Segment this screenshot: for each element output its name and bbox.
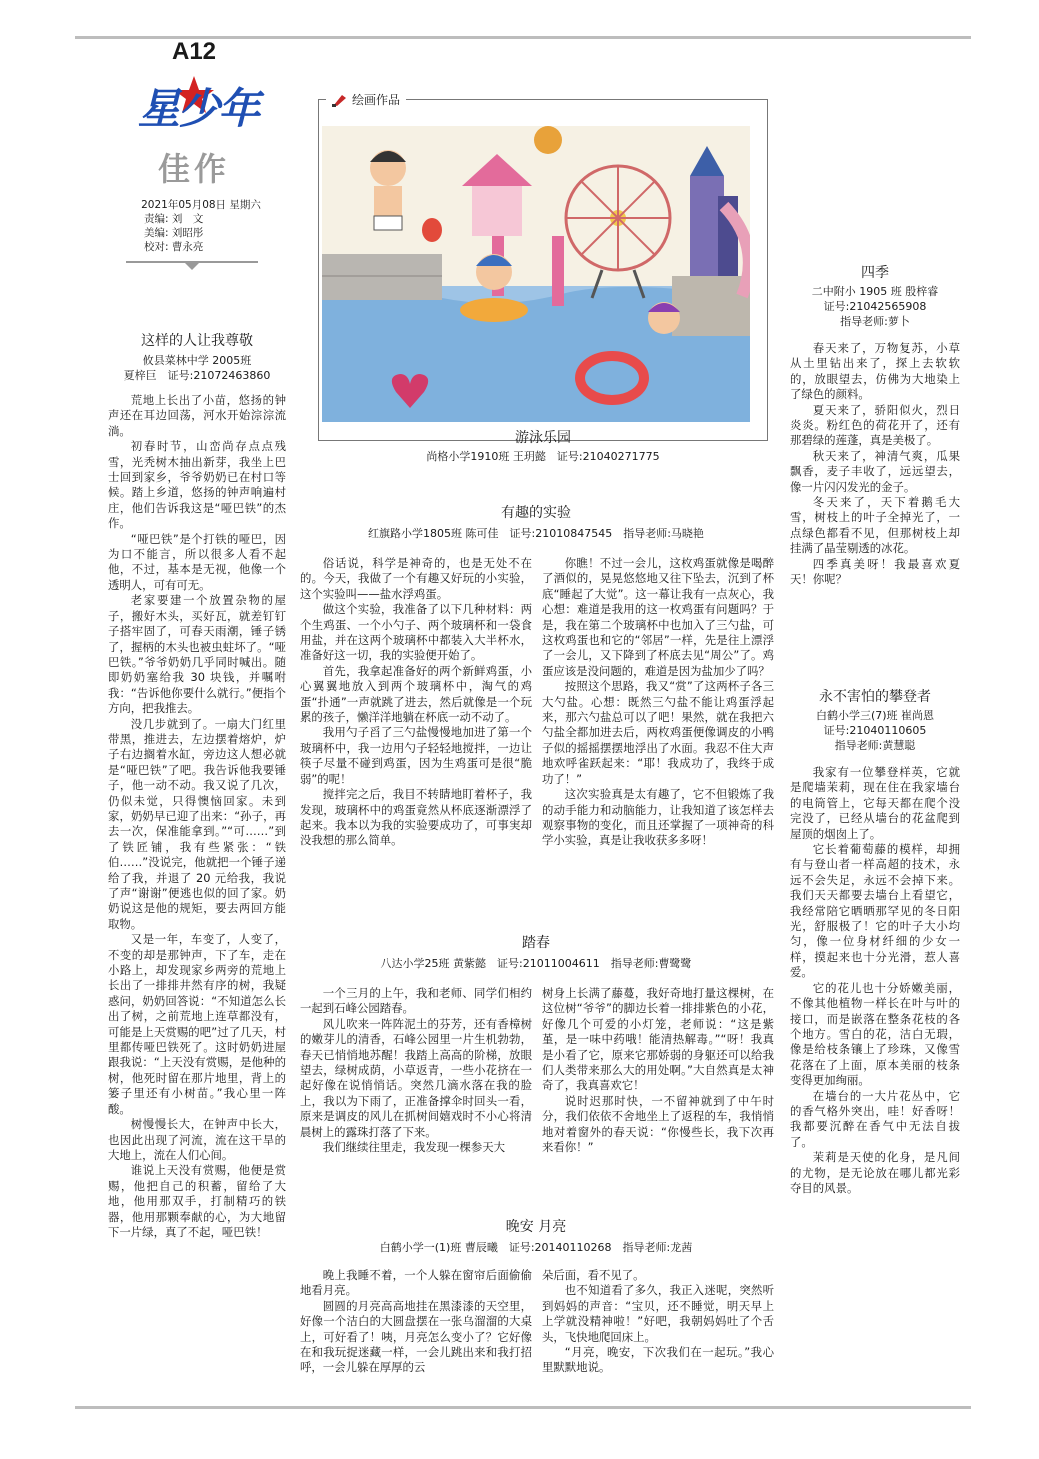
paragraph: 一个三月的上午，我和老师、同学们相约一起到石峰公园踏春。 [300, 986, 532, 1016]
credit-proofreader: 校对: 曹永亮 [144, 241, 204, 253]
paragraph: 说时迟那时快，一不留神就到了中午时分，我们依依不舍地坐上了返程的车，我悄悄地对着窗外的春天说：“你慢些长，我下次再来看你！” [542, 1093, 774, 1155]
article-climber-id: 证号:21040110605 [823, 724, 927, 737]
painting-byline: 尚格小学1910班 王玥懿 证号:21040271775 [426, 450, 660, 463]
bottom-rule [75, 1406, 971, 1409]
paragraph: 老家要建一个放置杂物的屋子，搬好木头，买好瓦，就差钉钉子搭牢固了，可春天雨潮，锤子锈了，握柄的木头也被虫蛀坏了。“哑巴铁。”爷爷奶奶几乎同时喊出。随即奶奶塞给我 30 块钱，并嘱咐我：“告诉他你要什么就行。”便指个方向，把我推去。 [108, 593, 286, 716]
article-respect-school: 攸县菜林中学 2005班 [142, 354, 252, 367]
paragraph: 春天来了，万物复苏，小草从土里钻出来了，探上去软软的，放眼望去，仿佛为大地染上了绿色的颜料。 [790, 341, 960, 402]
paragraph: 树慢慢长大，在钟声中长大，也因此出现了河流，流在这干旱的大地上，流在人们心间。 [108, 1117, 286, 1162]
paragraph: 做这个实验，我准备了以下几种材料：两个生鸡蛋、一个小勺子、两个玻璃杯和一袋食用盐，并在这两个玻璃杯中都装入大半杯水，准备好这一切，我的实验便开始了。 [300, 602, 532, 663]
paragraph: 朵后面，看不见了。 [542, 1268, 645, 1282]
article-respect [108, 330, 286, 1240]
article-goodnight-moon [296, 1216, 776, 1255]
painting-caption [318, 427, 768, 464]
paragraph: 谁说上天没有赏赐，他便是赏赐，他把自己的积蓄，留给了大地，他用那双手，打制精巧的铁器，他用那颗奉献的心，为大地留下一片绿，真了不起，哑巴铁！ [108, 1163, 286, 1239]
painting-title: 游泳乐园 [515, 430, 571, 446]
credit-designer: 美编: 刘昭彤 [144, 227, 204, 239]
paragraph: 风儿吹来一阵阵泥土的芬芳，还有香樟树的嫩芽儿的清香，石峰公园里一片生机勃勃，春天已悄悄地苏醒！我踏上高高的阶梯，放眼望去，绿树成荫，小草返青，一些小花挤在一起好像在说悄悄话。突然几滴水落在我的脸上，我以为下雨了，正准备撑伞时回头一看，原来是调皮的风儿在抓树间嬉戏时不小心将清晨树上的露珠打落了下来。 [300, 1016, 532, 1139]
paragraph: 又是一年，车变了，人变了，不变的却是那钟声，下了车，走在小路上，却发现家乡两旁的荒地上长出了一排排井然有序的树，我疑惑问，奶奶回答说：“不知道怎么长出了树，之前荒地上连草都没有，可能是上天赏赐的吧”过了几天，村里都传哑巴铁死了。这时奶奶进屋跟我说：“上天没有赏赐，是他种的树，他死时留在那片地里，背上的篓子里还有小树苗。”我心里一阵酸。 [108, 932, 286, 1116]
section-title: 佳作 [158, 150, 231, 188]
paragraph: 俗话说，科学是神奇的，也是无处不在的。今天，我做了一个有趣又好玩的小实验，这个实验叫——盐水浮鸡蛋。 [300, 556, 532, 601]
article-four-seasons-body [790, 341, 960, 588]
paragraph: 也不知道看了多久，我正入迷呢，突然听到妈妈的声音：“宝贝，还不睡觉，明天早上上学就没精神啦！”好吧，我朝妈妈吐了个舌头，飞快地爬回床上。 [542, 1283, 774, 1344]
paragraph: 我用勺子舀了三勺盐慢慢地加进了第一个玻璃杯中，我一边用勺子轻轻地搅拌，一边让筷子尽量不碰到鸡蛋，因为生鸡蛋可是很“脆弱”的呢！ [300, 725, 532, 786]
article-goodnight-moon-col1 [300, 1268, 532, 1376]
article-climber-title: 永不害怕的攀登者 [819, 689, 931, 705]
paragraph: 冬天来了，天下着鹅毛大雪，树枝上的叶子全掉光了，一点绿色都看不见，但那树枝上却挂满了晶莹剔透的冰花。 [790, 495, 960, 556]
paragraph: 树身上长满了藤蔓，我好奇地打量这棵树，在这位树“爷爷”的脚边长着一排排紫色的小花，好像几个可爱的小灯笼，老师说：“这是紫堇，是一味中药哦！能清热解毒。”“呀！我真是小看了它，原来它那娇弱的身躯还可以给我们人类带来那么大的用处啊。”大自然真是太神奇了，我真喜欢它！ [542, 986, 774, 1093]
article-spring-outing-col2 [542, 986, 774, 1155]
paragraph: 圆圆的月亮高高地挂在黑漆漆的天空里，好像一个洁白的大圆盘摆在一张乌溜溜的大桌上，可好看了！咦，月亮怎么变小了？它好像在和我玩捉迷藏一样，一会儿跳出来和我打招呼，一会儿躲在厚厚的云 [300, 1298, 532, 1375]
page-number: A12 [172, 38, 217, 65]
paragraph: 首先，我拿起准备好的两个新鲜鸡蛋，小心翼翼地放入到两个玻璃杯中，淘气的鸡蛋“扑通”一声就跳了进去，然后就像是一个玩累的孩子，懒洋洋地躺在杯底一动不动了。 [300, 663, 532, 725]
article-respect-body [108, 393, 286, 1240]
article-experiment-byline: 红旗路小学1805班 陈可佳 证号:21010847545 指导老师:马晓艳 [368, 527, 704, 540]
article-respect-title: 这样的人让我尊敬 [141, 333, 253, 349]
credit-editor: 责编: 刘 文 [144, 213, 204, 225]
article-spring-outing-col1 [300, 986, 532, 1155]
article-four-seasons-teacher: 指导老师:萝卜 [840, 315, 910, 328]
brand-title: 星少年 [138, 84, 259, 133]
paragraph: 初春时节，山峦尚存点点残雪，光秃树木抽出新芽，我坐上巴士回到家乡，爷爷奶奶已在村口等候。踏上乡道，悠扬的钟声响遍村庄，他们告诉我这是“哑巴铁”的杰作。 [108, 439, 286, 531]
paragraph: 你瞧！不过一会儿，这枚鸡蛋就像是喝醉了酒似的，晃晃悠悠地又往下坠去，沉到了杯底“睡起了大觉”。这一幕让我有一点灰心，我心想：难道是我用的这一枚鸡蛋有问题吗？于是，我在第二个玻璃杯中也加入了三勺盐，可这枚鸡蛋也和它的“邻居”一样，先是往上漂浮了一会儿，又下降到了杯底去见“周公”了。鸡蛋应该是没问题的，难道是因为盐加少了吗？ [542, 556, 774, 678]
paragraph: 这次实验真是太有趣了，它不但锻炼了我的动手能力和动脑能力，让我知道了该怎样去观察事物的变化，而且还掌握了一项神奇的科学小实验，真是让我收获多多呀！ [542, 787, 774, 848]
paragraph: “哑巴铁”是个打铁的哑巴，因为口不能言，所以很多人看不起他，不过，基本是无视，他像一个透明人，可有可无。 [108, 531, 286, 592]
paragraph: 没几步就到了。一扇大门红里带黑，推进去，左边摆着熔炉，炉子右边搁着水缸，旁边这人想必就是“哑巴铁”了吧。我告诉他我要锤子，他一动不动。我又说了几次，仍似未觉，只得懊恼回家。未到家，奶奶早已迎了出来：“孙子，再去一次，保准能拿到。”“可……”到了铁匠铺，我有些紧张：“铁伯……”没说完，他就把一个锤子递给了我，并退了 20 元给我，我说了声“谢谢”便逃也似的回了家。奶奶说这是他的规矩，要去两回方能取物。 [108, 716, 286, 931]
article-experiment [296, 502, 776, 541]
article-experiment-col2 [542, 556, 774, 849]
article-climber-teacher: 指导老师:黄慧聪 [834, 739, 916, 752]
article-goodnight-moon-byline: 白鹤小学一(1)班 曹辰曦 证号:20140110268 指导老师:龙茜 [379, 1241, 693, 1254]
paragraph: 我们继续往里走，我发现一棵参天大 [322, 1140, 506, 1155]
masthead-info [126, 198, 276, 254]
paragraph: 它长着葡萄藤的模样，却拥有与登山者一样高超的技术，永远不会失足，永远不会掉下来。我们天天都要去墙台上看望它，我经常陪它晒晒那罕见的冬日阳光，舒服极了！它的叶子大小均匀，像一位身材纤细的少女一样，摸起来也十分光滑，惹人喜爱。 [790, 842, 960, 980]
article-climber [790, 686, 960, 1196]
brush-icon [332, 93, 348, 107]
article-spring-outing-title: 踏春 [522, 935, 550, 951]
swimming-park-drawing [322, 126, 750, 422]
painting-image [322, 126, 750, 422]
paragraph: 搅拌完之后，我目不转睛地盯着杯子，我发现，玻璃杯中的鸡蛋竟然从杯底逐渐漂浮了起来。我本以为我的实验要成功了，可事実却没我想的那么简单。 [300, 787, 532, 848]
paragraph: 茉莉是天使的化身，是凡间的尤物，是无论放在哪儿都光彩夺目的风景。 [790, 1150, 960, 1195]
paragraph: 荒地上长出了小苗，悠扬的钟声还在耳边回荡，河水开始淙淙流淌。 [108, 393, 286, 438]
article-four-seasons [790, 262, 960, 588]
article-four-seasons-school: 二中附小 1905 班 殷梓睿 [811, 285, 939, 298]
paragraph: 秋天来了，神清气爽，瓜果飘香，麦子丰收了，远远望去，像一片闪闪发光的金子。 [790, 448, 960, 494]
article-respect-author: 夏梓巨 证号:21072463860 [123, 369, 271, 382]
painting-tag-label: 绘画作品 [352, 93, 401, 107]
masthead-pointer-icon [184, 262, 200, 271]
paragraph: 按照这个思路，我又“赏”了这两杯子各三大勺盐。心想：既然三勺盐不能让鸡蛋浮起来，那六勺盐总可以了吧！果然，就在我把六勺盐全都加进去后，两枚鸡蛋便像调皮的小鸭子似的摇摇摆摆地浮出了水面。我忍不住大声地欢呼雀跃起来：“耶！我成功了，我终于成功了！” [542, 679, 774, 786]
article-goodnight-moon-title: 晚安 月亮 [505, 1219, 567, 1235]
paragraph: 晚上我睡不着，一个人躲在窗帘后面偷偷地看月亮。 [300, 1268, 532, 1298]
article-spring-outing [296, 932, 776, 971]
issue-date: 2021年05月08日 星期六 [141, 199, 261, 211]
paragraph: 在墙台的一大片花丛中，它的香气格外突出，哇！好香呀！我都要沉醉在香气中无法自拔了。 [790, 1088, 960, 1149]
paragraph: 四季真美呀！我最喜欢夏天！你呢？ [790, 556, 960, 587]
paragraph: 夏天来了，骄阳似火，烈日炎炎。粉红色的荷花开了，还有那碧绿的莲蓬，真是美极了。 [790, 402, 960, 448]
article-four-seasons-title: 四季 [861, 265, 889, 281]
painting-tag [326, 91, 406, 108]
article-climber-school: 白鹤小学三(7)班 崔尚恩 [815, 709, 935, 722]
paragraph: 它的花儿也十分娇嫩美丽，不像其他植物一样长在叶与叶的接口，而是嵌落在整条花枝的各个地方。雪白的花，洁白无瑕，像是给枝条镶上了珍珠，又像雪花落在了上面，原本美丽的枝条变得更加绚丽。 [790, 980, 960, 1088]
brand-logo [138, 70, 268, 142]
article-experiment-title: 有趣的实验 [501, 505, 571, 521]
article-experiment-col1 [300, 556, 532, 849]
paragraph: “月亮，晚安，下次我们在一起玩。”我心里默默地说。 [542, 1345, 774, 1375]
article-goodnight-moon-col2 [542, 1268, 774, 1376]
article-climber-body [790, 765, 960, 1196]
paragraph: 我家有一位攀登样英，它就是爬墙茉莉，现在住在我家墙台的电筒管上，它每天都在爬个没完没了，已经从墙台的花盆爬到屋顶的烟囱上了。 [790, 765, 960, 841]
article-four-seasons-id: 证号:21042565908 [823, 300, 927, 313]
article-spring-outing-byline: 八达小学25班 黄紫懿 证号:21011004611 指导老师:曹鹭鹭 [380, 957, 692, 970]
